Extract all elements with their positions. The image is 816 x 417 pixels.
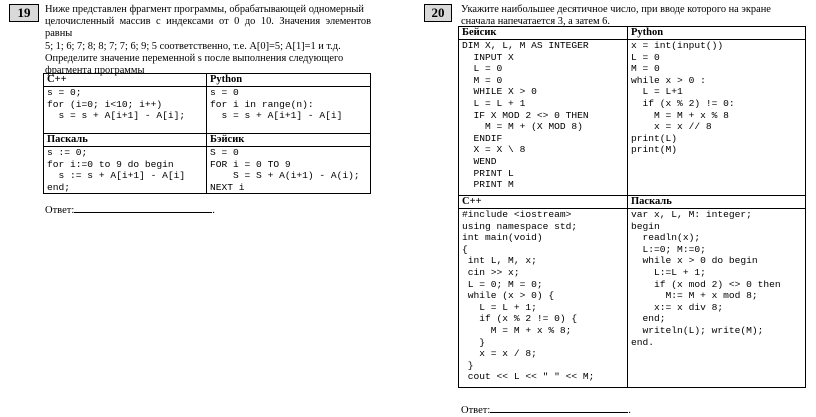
- answer-line-19[interactable]: [74, 203, 212, 213]
- code-pascal: [44, 147, 207, 194]
- answer-label-20: Ответ:: [461, 405, 491, 416]
- header-python: Python: [207, 74, 371, 87]
- task-19-line-5: фрагмента программы: [45, 65, 145, 77]
- code-cpp-text: s = 0; for (i=0; i<10; i++) s = s + A[i+1] - A[i];: [47, 87, 186, 122]
- task-20-answer: [461, 403, 631, 416]
- task-19-line-3: 5; 1; 6; 7; 8; 8; 7; 7; 6; 9; 5 соответственно, т.е. A[0]=5; A[1]=1 и т.д.: [45, 40, 341, 52]
- code-python-20-text: x = int(input()) L = 0 M = 0 while x > 0 : L = L+1 if (x % 2) != 0: M = M + x % 8 x = x // 8 print(L) print(M): [631, 40, 735, 156]
- task-19-line-1: Ниже представлен фрагмент программы, обрабатывающей одномерный: [45, 4, 364, 15]
- code-python-20: [628, 40, 806, 196]
- code-basic: [207, 147, 371, 194]
- code-cpp: [44, 87, 207, 134]
- answer-end-20: .: [628, 405, 631, 416]
- code-pascal-20-text: var x, L, M: integer; begin readln(x); L:=0; M:=0; while x > 0 do begin L:=L + 1; if (x mod 2) <> 0 then M:= M + x mod 8; x:= x div 8; end; writeln(L); write(M); end.: [631, 209, 781, 348]
- task-20-text: [461, 4, 801, 28]
- task-number-19: 19: [9, 4, 39, 22]
- header-python-20: Python: [628, 27, 806, 40]
- code-cpp-20-text: #include <iostream> using namespace std; int main(void) { int L, M, x; cin >> x; L = 0; M = 0; while (x > 0) { L = L + 1; if (x % 2 != 0) { M = M + x % 8; } x = x / 8; } cout << L << " " << M;: [462, 209, 595, 383]
- task-19-line-4: Определите значение переменной s после выполнения следующего: [45, 52, 344, 64]
- task-19-text: [45, 4, 371, 77]
- code-pascal-20: [628, 209, 806, 388]
- code-basic-text: S = 0 FOR i = 0 TO 9 S = S + A(i+1) - A(i); NEXT i: [210, 147, 360, 193]
- code-python: [207, 87, 371, 134]
- header-basic: Бэйсик: [207, 134, 371, 147]
- task-19-line-2: целочисленный массив с индексами от 0 до 10. Значения элементов равны: [45, 16, 371, 40]
- header-basic-20: Бейсик: [459, 27, 628, 40]
- header-cpp: C++: [44, 74, 207, 87]
- header-pascal-20: Паскаль: [628, 196, 806, 209]
- task-19-code-table: [43, 73, 371, 194]
- task-20-line-1: Укажите наибольшее десятичное число, при вводе которого на экране: [461, 4, 771, 15]
- code-basic-20-text: DIM X, L, M AS INTEGER INPUT X L = 0 M = 0 WHILE X > 0 L = L + 1 IF X MOD 2 <> 0 THEN M = M + (X MOD 8) ENDIF X = X \ 8 WEND PRINT L PRINT M: [462, 40, 589, 191]
- task-20-code-table: [458, 26, 806, 388]
- answer-line-20[interactable]: [490, 403, 628, 413]
- code-python-text: s = 0 for i in range(n): s = s + A[i+1] - A[i]: [210, 87, 343, 122]
- code-basic-20: [459, 40, 628, 196]
- code-pascal-text: s := 0; for i:=0 to 9 do begin s := s + A[i+1] - A[i] end;: [47, 147, 186, 193]
- task-20-line-2: сначала напечатается 3, а затем 6.: [461, 16, 610, 28]
- header-pascal: Паскаль: [44, 134, 207, 147]
- header-cpp-20: C++: [459, 196, 628, 209]
- task-number-20: 20: [424, 4, 452, 22]
- answer-label-19: Ответ:: [45, 205, 75, 216]
- task-19-answer: [45, 203, 215, 216]
- answer-end-19: .: [212, 205, 215, 216]
- code-cpp-20: [459, 209, 628, 388]
